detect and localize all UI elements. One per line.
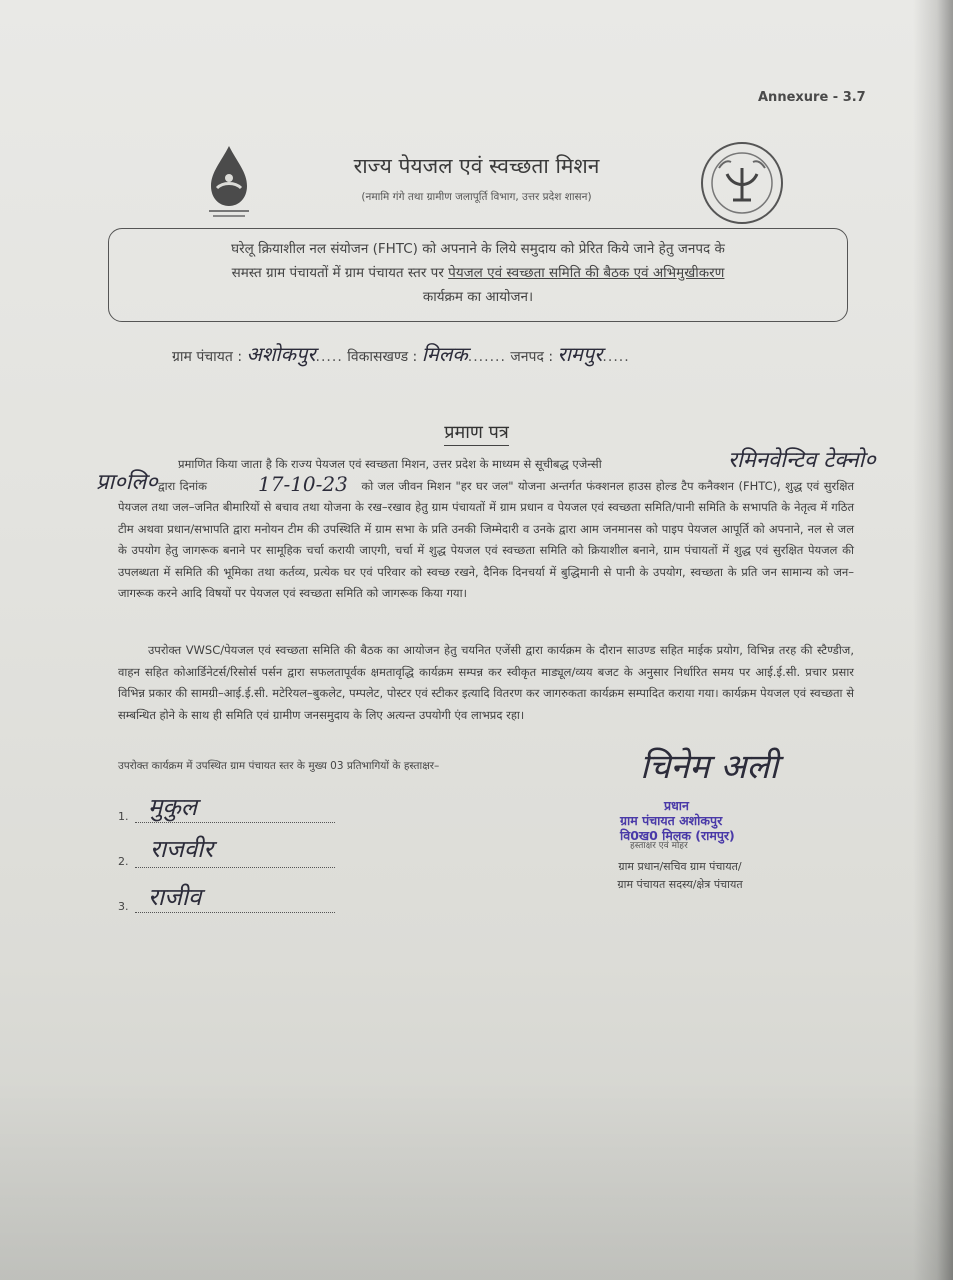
program-line-2a: समस्त ग्राम पंचायतों में ग्राम पंचायत स्तर पर <box>231 265 449 281</box>
gp-dots: ..... <box>315 349 343 365</box>
signatory-row-1: 1. <box>118 808 335 823</box>
gp-value: अशोकपुर <box>246 342 316 366</box>
block-value: मिलक <box>421 342 468 366</box>
program-line-1: घरेलू क्रियाशील नल संयोजन (FHTC) को अपनाने के लिये समुदाय को प्रेरित किये जाने हेतु जनपद के <box>231 241 725 257</box>
program-line-2b: पेयजल एवं स्वच्छता समिति की बैठक एवं अभिमुखीकरण <box>448 265 725 281</box>
para1-rest: को जल जीवन मिशन "हर घर जल" योजना अन्तर्गत फंक्शनल हाउस होल्ड टैप कनैक्शन (FHTC), शुद्ध एवं सुरक्षित पेयजल तथा जल–जनित बीमारियों से बचाव तथा योजना के रख–रखाव हेतु ग्राम पंचायतों में ग्राम प्रधान व पेयजल एवं स्वच्छता समिति/पानी समिति के सभापति के नेतृत्व में गठित टीम अथवा प्रधान/सभापति द्वारा मनोयन टीम की उपस्थिति में ग्राम सभा के प्रति उनकी जिम्मेदारी व उनके द्वारा आम जनमानस को पाइप पेयजल आपूर्ति को अपनाने, नल से जल के उपयोग हेतु जागरूक बनाने पर सामूहिक चर्चा करायी जाएगी, चर्चा में शुद्ध पेयजल एवं स्वच्छता समिति को क्रियाशील बनाने, ग्राम पंचायतों में शुद्ध एवं सुरक्षित पेयजल की उपलब्धता में समिति की भूमिका तथा कर्तव्य, प्रत्येक घर एवं परिवार को स्वच्छ रखने, दैनिक दिनचर्या में बुद्धिमानी से पानी के उपयोग, स्वच्छता के प्रति जन सामान्य को जन–जागरूक करने आदि विषयों पर पेयजल एवं स्वच्छता समिति को जागरूक किया गया। <box>118 478 854 600</box>
signatory-row-2: 2. <box>118 853 335 868</box>
district-value: रामपुर <box>557 342 603 366</box>
location-line <box>172 340 630 367</box>
mission-title: राज्य पेयजल एवं स्वच्छता मिशन <box>353 154 600 178</box>
program-title-box <box>108 228 848 322</box>
signatory-2-name: राजवीर <box>150 835 214 863</box>
sign-and-seal-hint: हस्ताक्षर एवं मोहर <box>630 841 688 851</box>
signatories-note: उपरोक्त कार्यक्रम में उपस्थित ग्राम पंचायत स्तर के मुख्य 03 प्रतिभागियों के हस्ताक्षर– <box>118 760 440 772</box>
program-line-3: कार्यक्रम का आयोजन। <box>422 289 534 305</box>
district-label: जनपद : <box>510 349 554 365</box>
signatory-3-name: राजीव <box>148 883 202 911</box>
stamp-line-3: वि0ख0 मिलक (रामपुर) <box>620 828 735 843</box>
para2-text: उपरोक्त VWSC/पेयजल एवं स्वच्छता समिति की बैठक का आयोजन हेतु चयनित एजेंसी द्वारा कार्यक्रम के दौरान साउण्ड सहित माईक प्रयोग, विभिन्न तरह की स्टैण्डीज, वाहन सहित कोआर्डिनेटर्स/रिसोर्स पर्सन द्वारा सफलतापूर्वक क्षमतावृद्धि कार्यक्रम सम्पन्न कर स्वीकृत माड्यूल/व्यय बजट के अनुसार निर्धारित समय पर आई.ई.सी. प्रचार प्रसार विभिन्न प्रकार की सामग्री–आई.ई.सी. मटेरियल–बुकलेट, पम्पलेट, पोस्टर एवं स्टीकर इत्यादि वितरण कर जागरुकता कार्यक्रम सम्पादित कराया गया। कार्यक्रम पेयजल एवं स्वच्छता से सम्बन्धित होने के साथ ही समिति एवं ग्रामीण जनसमुदाय के लिए अत्यन्त उपयोगी एंव लाभप्रद रहा। <box>118 643 854 722</box>
gp-label: ग्राम पंचायत : <box>172 349 243 365</box>
para1-date-label: द्वारा दिनांक <box>158 478 207 493</box>
district-dots: ..... <box>602 349 630 365</box>
caption-line-2: ग्राम पंचायत सदस्य/क्षेत्र पंचायत <box>617 878 743 891</box>
certificate-paragraph-1 <box>118 454 854 605</box>
pradhan-signature: चिनेम अली <box>640 747 779 787</box>
signatory-row-3: 3. <box>118 898 335 913</box>
agency-name-handwritten: रमिनवेन्टिव टेक्नो० <box>728 448 876 473</box>
stamp-line-2: ग्राम पंचायत अशोकपुर <box>620 813 723 828</box>
signatory-1-name: मुकुल <box>148 793 198 821</box>
block-dots: ....... <box>467 349 506 365</box>
agency-suffix-handwritten: प्रा०लि० <box>96 470 158 495</box>
para1-start: प्रमाणित किया जाता है कि राज्य पेयजल एवं स्वच्छता मिशन, उत्तर प्रदेश के माध्यम से सूचीबद्ध एजेन्सी <box>178 457 602 471</box>
mission-subtitle: (नमामि गंगे तथा ग्रामीण जलापूर्ति विभाग, उत्तर प्रदेश शासन) <box>361 191 592 203</box>
pradhan-stamp <box>620 798 735 843</box>
page-shadow <box>0 1080 953 1280</box>
event-date-handwritten: 17-10-23 <box>258 472 348 496</box>
block-label: विकासखण्ड : <box>347 349 418 365</box>
signature-caption <box>585 858 775 894</box>
caption-line-1: ग्राम प्रधान/सचिव ग्राम पंचायत/ <box>618 860 742 873</box>
certificate-paragraph-2 <box>118 640 854 726</box>
stamp-line-1: प्रधान <box>664 798 689 813</box>
certificate-title: प्रमाण पत्र <box>0 420 953 444</box>
annexure-label: Annexure - 3.7 <box>758 90 866 105</box>
